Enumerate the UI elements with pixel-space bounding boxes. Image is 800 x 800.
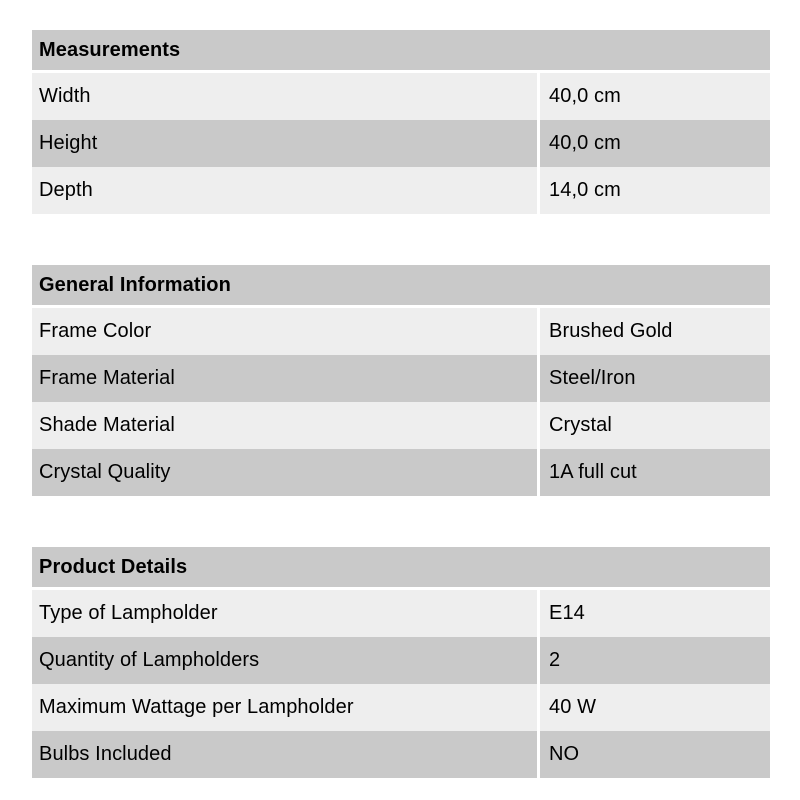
row-value: 1A full cut — [540, 449, 770, 496]
section-title: Product Details — [32, 547, 770, 587]
row-value: NO — [540, 731, 770, 778]
row-value: 40,0 cm — [540, 120, 770, 167]
row-label: Frame Material — [32, 355, 537, 402]
row-value: Steel/Iron — [540, 355, 770, 402]
section-measurements — [32, 30, 770, 214]
row-label: Height — [32, 120, 537, 167]
table-row — [32, 449, 770, 496]
row-label: Frame Color — [32, 308, 537, 355]
row-value: Brushed Gold — [540, 308, 770, 355]
row-value: 40,0 cm — [540, 73, 770, 120]
row-value: 2 — [540, 637, 770, 684]
row-value: E14 — [540, 590, 770, 637]
table-row — [32, 684, 770, 731]
section-general-information — [32, 265, 770, 496]
row-label: Type of Lampholder — [32, 590, 537, 637]
table-row — [32, 355, 770, 402]
table-row — [32, 590, 770, 637]
table-row — [32, 637, 770, 684]
row-label: Quantity of Lampholders — [32, 637, 537, 684]
row-label: Maximum Wattage per Lampholder — [32, 684, 537, 731]
table-row — [32, 731, 770, 778]
row-label: Crystal Quality — [32, 449, 537, 496]
row-label: Bulbs Included — [32, 731, 537, 778]
table-row — [32, 167, 770, 214]
row-label: Shade Material — [32, 402, 537, 449]
table-row — [32, 73, 770, 120]
row-value: 14,0 cm — [540, 167, 770, 214]
section-title: General Information — [32, 265, 770, 305]
row-label: Depth — [32, 167, 537, 214]
table-row — [32, 120, 770, 167]
row-value: 40 W — [540, 684, 770, 731]
section-title: Measurements — [32, 30, 770, 70]
section-product-details — [32, 547, 770, 778]
table-row — [32, 308, 770, 355]
row-label: Width — [32, 73, 537, 120]
table-row — [32, 402, 770, 449]
row-value: Crystal — [540, 402, 770, 449]
